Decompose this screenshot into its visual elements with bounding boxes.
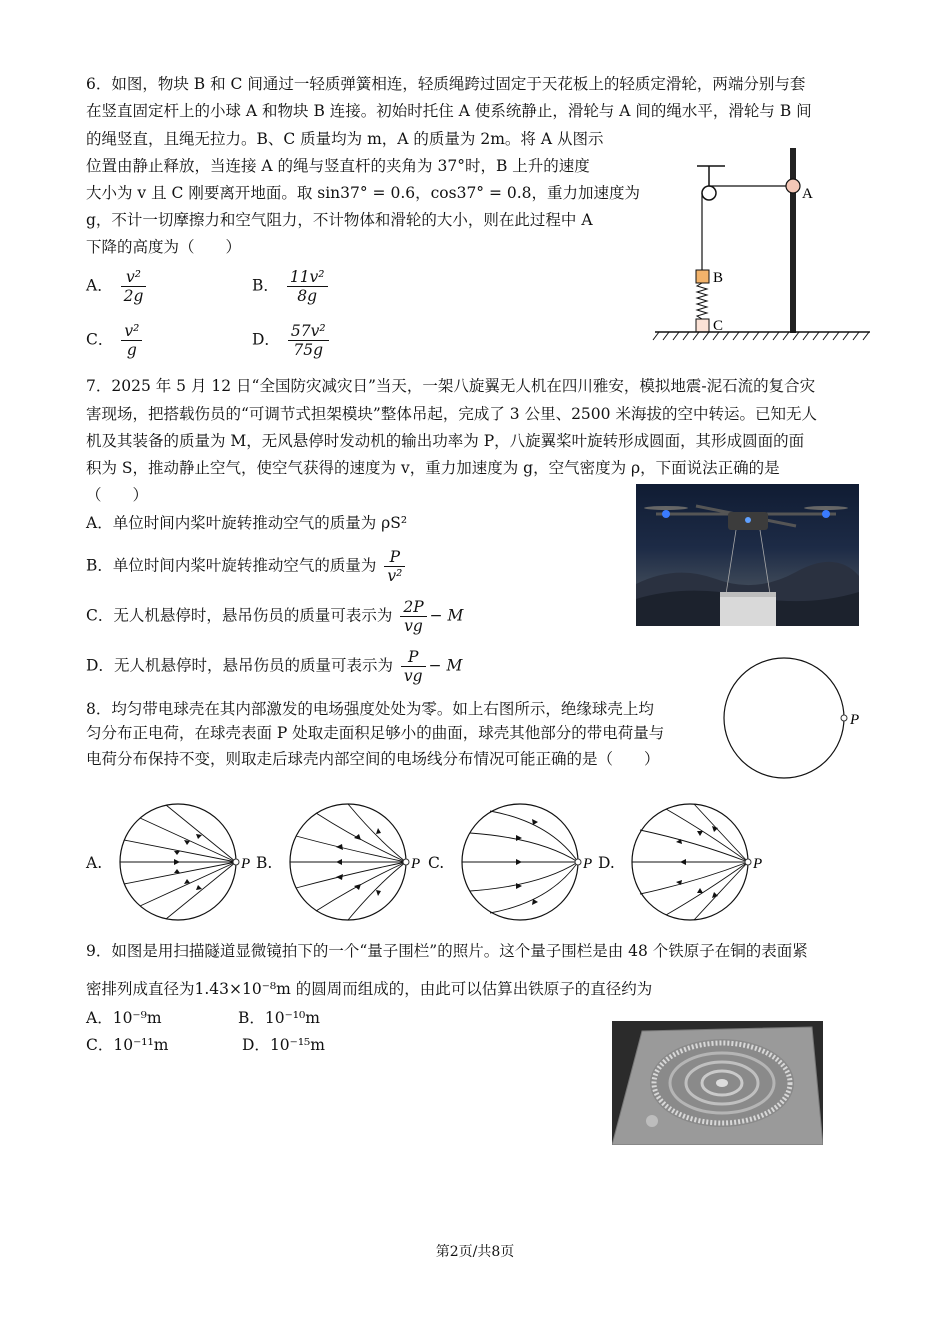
q6-option-c: C． $\frac{\text{v²}}{g}$	[86, 322, 145, 359]
label-a: A	[802, 186, 813, 202]
pulley-wheel	[702, 186, 716, 200]
q6-option-a: A． $\frac{\text{v²}}{2g}$	[86, 268, 149, 305]
q8-option-c-label: C.	[428, 854, 445, 872]
q7-line-5: （ ）	[86, 486, 149, 504]
q9-option-b: B．10⁻¹⁰m	[238, 1009, 320, 1027]
q7-option-d: D．无人机悬停时，悬吊伤员的质量可表示为 $\frac{P}{vg}$ − M	[86, 648, 463, 685]
spring	[697, 283, 707, 319]
svg-text:P: P	[583, 856, 593, 872]
shell-circle	[724, 658, 844, 778]
q6-line-6: g，不计一切摩擦力和空气阻力，不计物体和滑轮的大小，则在此过程中 A	[86, 211, 593, 229]
quantum-corral-photo	[612, 1021, 823, 1145]
label-p: P	[850, 712, 860, 728]
ball-a	[786, 179, 800, 193]
vertical-rod	[790, 148, 796, 333]
q6-line-3: 的绳竖直，且绳无拉力。B、C 质量均为 m，A 的质量为 2m。将 A 从图示	[86, 130, 604, 148]
field-option-a	[118, 800, 258, 924]
q6-line-5: 大小为 v 且 C 刚要离开地面。取 sin37° = 0.6，cos37° = 0.8，重力加速度为	[86, 184, 641, 202]
point-p	[841, 715, 847, 721]
svg-text:P: P	[241, 856, 251, 872]
q8-line-3: 电荷分布保持不变，则取走后球壳内部空间的电场线分布情况可能正确的是（ ）	[86, 750, 660, 768]
field-option-d	[630, 800, 770, 924]
q7-option-a: A．单位时间内桨叶旋转推动空气的质量为 ρS²	[86, 514, 408, 532]
q7-option-c: C．无人机悬停时，悬吊伤员的质量可表示为 $\frac{2P}{vg}$ − M	[86, 598, 464, 635]
q9-line-1: 9．如图是用扫描隧道显微镜拍下的一个“量子围栏”的照片。这个量子围栏是由 48 个铁原子在铜的表面紧	[86, 942, 808, 960]
shell-figure	[722, 655, 872, 781]
quantum-corral-illustration	[612, 1021, 823, 1145]
q8-line-1: 8．均匀带电球壳在其内部激发的电场强度处处为零。如上右图所示，绝缘球壳上均	[86, 700, 654, 718]
q6-line-4: 位置由静止释放，当连接 A 的绳与竖直杆的夹角为 37°时，B 上升的速度	[86, 157, 590, 175]
q7-line-2: 害现场，把搭载伤员的“可调节式担架模块”整体吊起，完成了 3 公里、2500 米海拔的空中转运。已知无人	[86, 405, 817, 423]
q7-option-b: B．单位时间内桨叶旋转推动空气的质量为 $\frac{P}{\text{v²}}$	[86, 548, 408, 585]
page-footer: 第2页/共8页	[435, 1244, 515, 1260]
q9-option-d: D．10⁻¹⁵m	[242, 1036, 325, 1054]
drone-photo	[636, 484, 859, 626]
q6-option-d: D． $\frac{\text{57v²}}{75g}$	[252, 322, 332, 359]
svg-text:P: P	[411, 856, 421, 872]
q8-line-2: 匀分布正电荷，在球壳表面 P 处取走面积足够小的曲面，球壳其他部分的带电荷量与	[86, 724, 665, 742]
q6-line-1: 6．如图，物块 B 和 C 间通过一轻质弹簧相连，轻质绳跨过固定于天花板上的轻质定滑轮，两端分别与套	[86, 75, 806, 93]
pulley-figure	[645, 140, 885, 345]
q6-option-b: B． $\frac{\text{11v²}}{8g}$	[252, 268, 331, 305]
field-option-c	[460, 800, 600, 924]
q8-option-a-label: A.	[86, 854, 103, 872]
label-b: B	[713, 270, 724, 286]
svg-text:P: P	[753, 856, 763, 872]
q6-line-7: 下降的高度为（ ）	[86, 238, 242, 256]
drone-illustration	[636, 484, 859, 626]
q9-option-a: A．10⁻⁹m	[86, 1009, 162, 1027]
q7-line-3: 机及其装备的质量为 M，无风悬停时发动机的输出功率为 P，八旋翼桨叶旋转形成圆面，其形成圆面的面	[86, 432, 805, 450]
block-b	[696, 270, 709, 283]
block-c	[696, 319, 709, 332]
q7-line-1: 7．2025 年 5 月 12 日“全国防灾减灾日”当天，一架八旋翼无人机在四川雅安，模拟地震-泥石流的复合灾	[86, 377, 816, 395]
q6-line-2: 在竖直固定杆上的小球 A 和物块 B 连接。初始时托住 A 使系统静止，滑轮与 A 间的绳水平，滑轮与 B 间	[86, 102, 812, 120]
q9-line-2: 密排列成直径为1.43×10⁻⁸m 的圆周而组成的，由此可以估算出铁原子的直径约为	[86, 980, 653, 998]
label-c: C	[713, 318, 724, 334]
q8-option-d-label: D.	[598, 854, 615, 872]
q8-option-b-label: B.	[256, 854, 273, 872]
q7-line-4: 积为 S，推动静止空气，使空气获得的速度为 v，重力加速度为 g，空气密度为 ρ，下面说法正确的是	[86, 459, 780, 477]
field-option-b	[288, 800, 428, 924]
q9-option-c: C．10⁻¹¹m	[86, 1036, 169, 1054]
